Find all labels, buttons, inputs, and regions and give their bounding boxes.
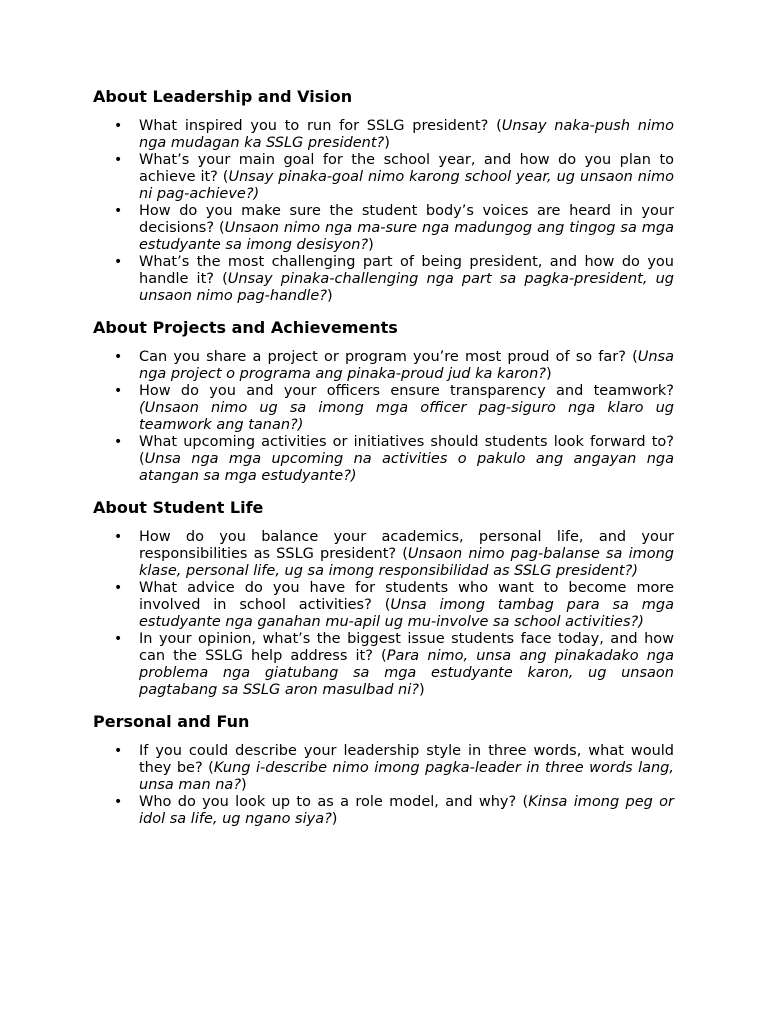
question-translation: Unsay pinaka-challenging nga part sa pagka-president, ug unsaon nimo pag-handle? — [139, 271, 674, 304]
question-text: What inspired you to run for SSLG president? ( — [139, 118, 502, 134]
question-close: ) — [241, 777, 247, 793]
question-item — [93, 349, 674, 383]
bullet-icon: • — [114, 580, 123, 596]
question-translation: Unsay pinaka-goal nimo karong school year, ug unsaon nimo ni pag-achieve?) — [139, 169, 674, 202]
question-text: What’s your main goal for the school year, and how do you plan to achieve it? ( — [139, 152, 674, 185]
question-text: In your opinion, what’s the biggest issue students face today, and how can the SSLG help address it? ( — [139, 631, 674, 664]
question-list — [93, 118, 674, 305]
question-close: ) — [331, 811, 338, 827]
question-close: ) — [368, 237, 374, 253]
question-close: ) — [418, 682, 425, 698]
question-translation: Kinsa imong peg or idol sa life, ug ngano siya? — [139, 794, 675, 827]
section-heading: About Leadership and Vision — [93, 87, 353, 106]
bullet-icon: • — [114, 203, 123, 219]
question-item — [93, 152, 674, 203]
question-list — [93, 349, 674, 485]
question-translation: Unsa nga project o programa ang pinaka-proud jud ka karon? — [139, 349, 674, 382]
section-heading: About Projects and Achievements — [93, 318, 398, 337]
question-close: ) — [326, 288, 333, 304]
question-list — [93, 529, 674, 699]
question-item — [93, 254, 674, 305]
question-translation: Para nimo, unsa ang pinakadako nga problema nga giatubang sa mga estudyante karon, ug unsaon pagtabang sa SSLG aron masulbad ni? — [139, 648, 674, 698]
question-translation: Unsaon nimo nga ma-sure nga madungog ang tingog sa mga estudyante sa imong desisyon? — [139, 220, 674, 253]
question-translation: Unsa imong tambag para sa mga estudyante nga ganahan mu-apil ug mu-involve sa school activities?) — [139, 597, 674, 630]
question-text: If you could describe your leadership style in three words, what would they be? ( — [139, 743, 674, 776]
section-heading: About Student Life — [93, 498, 264, 517]
question-translation: Unsa nga mga upcoming na activities o pakulo ang angayan nga atangan sa mga estudyante?) — [139, 451, 674, 484]
bullet-icon: • — [114, 349, 123, 365]
question-close: ) — [546, 366, 552, 382]
bullet-icon: • — [114, 118, 123, 134]
document-page — [93, 84, 674, 838]
question-text: What upcoming activities or initiatives should students look forward to? ( — [139, 434, 674, 467]
bullet-icon: • — [114, 254, 123, 270]
question-translation: Unsaon nimo pag-balanse sa imong klase, personal life, ug sa imong responsibilidad as SSLG president?) — [139, 546, 675, 579]
section-heading: Personal and Fun — [93, 712, 250, 731]
question-translation: Unsay naka-push nimo nga mudagan ka SSLG president? — [139, 118, 674, 151]
bullet-icon: • — [114, 383, 123, 399]
question-text: Who do you look up to as a role model, and why? ( — [139, 794, 529, 810]
question-list — [93, 743, 674, 828]
bullet-icon: • — [114, 631, 123, 647]
question-item — [93, 743, 674, 794]
bullet-icon: • — [114, 529, 123, 545]
question-item — [93, 631, 674, 699]
bullet-icon: • — [114, 152, 123, 168]
bullet-icon: • — [114, 743, 123, 759]
question-item — [93, 118, 674, 152]
question-text: Can you share a project or program you’re most proud of so far? ( — [139, 349, 638, 365]
question-text: What’s the most challenging part of being president, and how do you handle it? ( — [139, 254, 674, 287]
question-translation: (Unsaon nimo ug sa imong mga officer pag-siguro nga klaro ug teamwork ang tanan?) — [139, 400, 674, 433]
bullet-icon: • — [114, 434, 123, 450]
question-close: ) — [384, 135, 390, 151]
question-item — [93, 203, 674, 254]
bullet-icon: • — [114, 794, 123, 810]
question-text: What advice do you have for students who want to become more involved in school activities? ( — [139, 580, 674, 613]
question-item — [93, 383, 674, 434]
question-text: How do you and your officers ensure transparency and teamwork? — [139, 383, 674, 399]
question-item — [93, 529, 674, 580]
question-item — [93, 794, 674, 828]
question-translation: Kung i-describe nimo imong pagka-leader in three words lang, unsa man na? — [139, 760, 674, 793]
question-item — [93, 580, 674, 631]
question-text: How do you make sure the student body’s voices are heard in your decisions? ( — [139, 203, 674, 236]
question-text: How do you balance your academics, personal life, and your responsibilities as SSLG president? ( — [139, 529, 674, 562]
question-item — [93, 434, 674, 485]
